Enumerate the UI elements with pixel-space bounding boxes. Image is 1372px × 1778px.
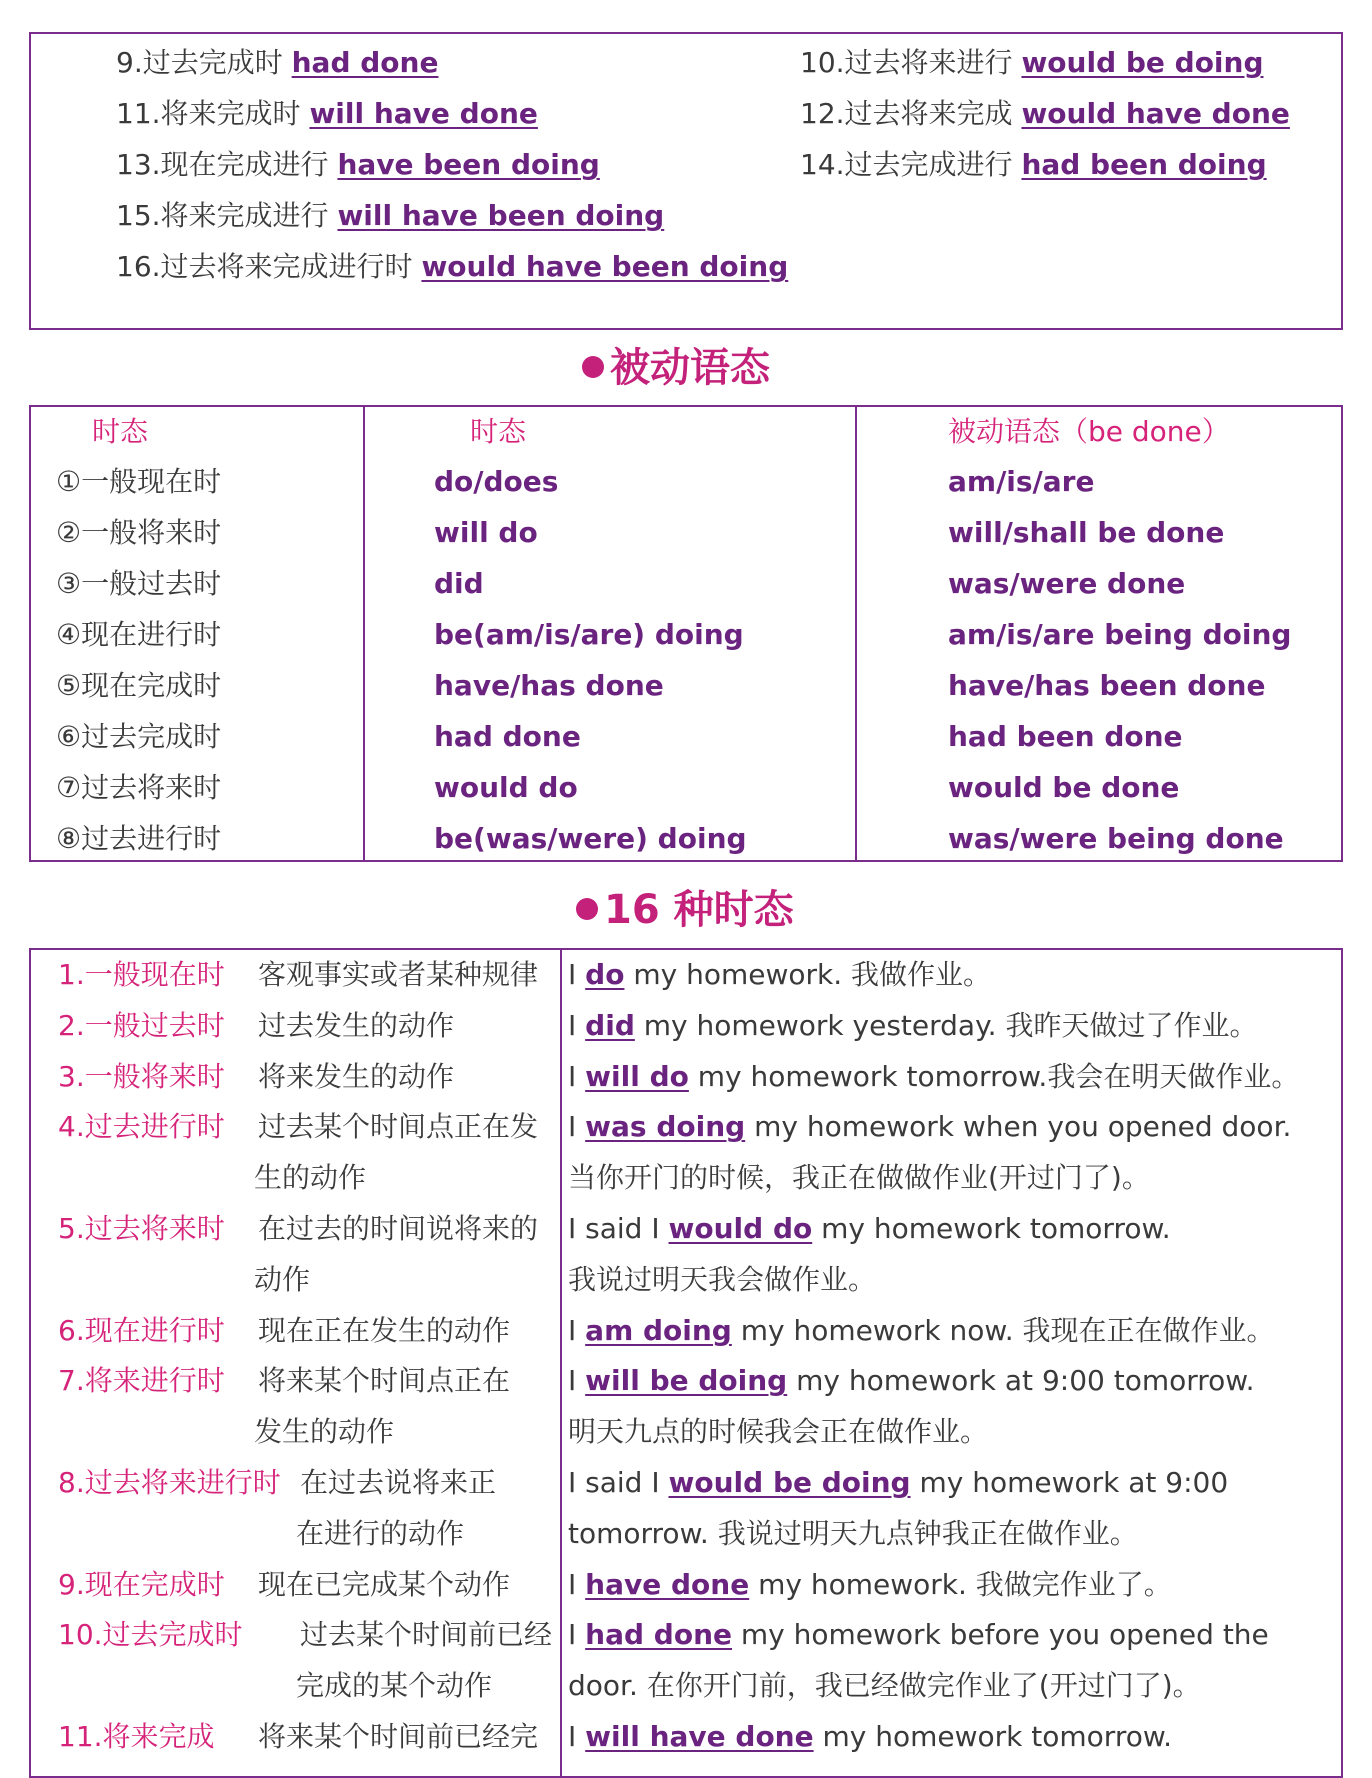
passive-form-cell: will/shall be done [948, 516, 1225, 549]
tense-description: 过去某个时间前已经 [300, 1618, 553, 1652]
active-form-cell: had done [434, 720, 581, 753]
example-sentence [568, 1617, 1269, 1653]
tense-label: 13.现在完成进行 [116, 148, 338, 181]
tense-name: 9.现在完成时 [58, 1567, 225, 1601]
example-text: I said I [568, 1466, 669, 1499]
tense-form: would be doing [1021, 46, 1264, 79]
example-text: I [568, 1059, 586, 1093]
passive-form-cell: had been done [948, 720, 1183, 753]
example-text: my homework. 我做作业。 [624, 958, 992, 991]
tense-description: 在进行的动作 [296, 1516, 465, 1550]
example-text: my homework tomorrow.我会在明天做作业。 [688, 1059, 1300, 1093]
example-verb-form: did [585, 1008, 635, 1042]
tense-description: 现在正在发生的动作 [258, 1313, 511, 1347]
tense-name-cell: ⑤现在完成时 [56, 669, 222, 702]
tense-list-item [800, 45, 1264, 81]
passive-form-cell: was/were done [948, 567, 1186, 600]
tense-form: had done [291, 46, 439, 79]
example-text: I [568, 1618, 586, 1652]
table-column-divider [560, 948, 562, 1778]
tense-name-cell: ③一般过去时 [56, 567, 222, 600]
example-text: my homework. 我做完作业了。 [749, 1567, 1172, 1601]
tense-name-cell: ⑦过去将来时 [56, 771, 222, 804]
example-text: I [568, 1567, 586, 1601]
example-verb-form: have done [585, 1567, 750, 1601]
tense-description: 生的动作 [254, 1161, 367, 1195]
tense-description: 现在已完成某个动作 [258, 1567, 511, 1601]
example-sentence [568, 1516, 1138, 1552]
header-tense: 时态 [92, 415, 149, 448]
tense-description: 过去发生的动作 [258, 1008, 455, 1042]
example-sentence [568, 1211, 1171, 1247]
active-form-cell: have/has done [434, 669, 664, 702]
example-sentence [568, 957, 991, 993]
example-text: I [568, 1110, 586, 1144]
tense-name: 8.过去将来进行时 [58, 1466, 281, 1499]
tense-name: 10.过去完成时 [58, 1618, 243, 1652]
example-sentence [568, 1160, 1150, 1196]
active-form-cell: would do [434, 771, 578, 804]
tense-form: would have done [1021, 97, 1290, 130]
example-text: my homework at 9:00 [910, 1466, 1229, 1499]
example-verb-form: had done [585, 1618, 732, 1652]
passive-voice-title: 被动语态 [582, 343, 770, 393]
example-text: I said I [568, 1212, 669, 1245]
example-sentence [568, 1262, 876, 1298]
example-text: I [568, 1008, 586, 1042]
example-sentence [568, 1414, 988, 1450]
passive-form-cell: was/were being done [948, 822, 1284, 855]
tense-form: have been doing [337, 148, 600, 181]
tense-form: had been doing [1021, 148, 1267, 181]
active-form-cell: be(am/is/are) doing [434, 618, 744, 651]
example-verb-form: was doing [585, 1110, 746, 1144]
tense-name: 11.将来完成 [58, 1720, 215, 1753]
bullet-dot-icon [576, 898, 598, 920]
tense-description: 将来某个时间点正在 [258, 1364, 511, 1398]
header-passive-form: 被动语态（be done） [948, 415, 1230, 448]
example-text: 当你开门的时候，我正在做做作业(开过门了)。 [568, 1161, 1150, 1195]
example-sentence [568, 1363, 1255, 1399]
tense-description: 客观事实或者某种规律 [258, 958, 539, 991]
tense-list-item [800, 96, 1290, 132]
tense-label: 14.过去完成进行 [800, 148, 1022, 181]
tense-list-item [800, 147, 1267, 183]
example-text: my homework at 9:00 tomorrow. [787, 1364, 1255, 1398]
tense-label: 9.过去完成时 [116, 46, 292, 79]
example-sentence [568, 1008, 1257, 1044]
example-sentence [568, 1465, 1228, 1501]
tense-form: would have been doing [421, 250, 789, 283]
tense-name-cell: ⑥过去完成时 [56, 720, 222, 753]
tense-label: 16.过去将来完成进行时 [116, 250, 422, 283]
tense-label: 10.过去将来进行 [800, 46, 1022, 79]
example-text: 明天九点的时候我会正在做作业。 [568, 1415, 989, 1449]
example-sentence [568, 1719, 1172, 1755]
tense-name: 4.过去进行时 [58, 1110, 225, 1144]
tense-form: will have done [309, 97, 538, 130]
example-text: tomorrow. 我说过明天九点钟我正在做作业。 [568, 1516, 1138, 1550]
tense-list-item [116, 45, 438, 81]
tense-name: 1.一般现在时 [58, 958, 225, 991]
tense-description: 在过去的时间说将来的 [258, 1212, 539, 1245]
example-sentence [568, 1668, 1201, 1704]
header-active-form: 时态 [470, 415, 527, 448]
tense-name: 6.现在进行时 [58, 1313, 225, 1347]
tense-list-item [116, 147, 600, 183]
example-text: my homework tomorrow. [813, 1720, 1173, 1753]
example-text: I [568, 1313, 586, 1347]
tense-name-cell: ⑧过去进行时 [56, 822, 222, 855]
example-verb-form: do [585, 958, 625, 991]
tense-description: 过去某个时间点正在发 [258, 1110, 539, 1144]
active-form-cell: do/does [434, 465, 559, 498]
tense-form: will have been doing [337, 199, 665, 232]
example-text: my homework now. 我现在正在做作业。 [731, 1313, 1275, 1347]
example-text: I [568, 1720, 586, 1753]
bullet-dot-icon [582, 356, 604, 378]
tense-label: 15.将来完成进行 [116, 199, 338, 232]
tense-name: 3.一般将来时 [58, 1059, 225, 1093]
active-form-cell: be(was/were) doing [434, 822, 747, 855]
tense-name-cell: ④现在进行时 [56, 618, 222, 651]
example-sentence [568, 1313, 1275, 1349]
example-text: I [568, 1364, 586, 1398]
table-column-divider [363, 405, 365, 862]
tense-description: 将来某个时间前已经完 [258, 1720, 539, 1753]
tense-list-item [116, 96, 538, 132]
example-text: my homework yesterday. 我昨天做过了作业。 [634, 1008, 1258, 1042]
tense-name: 2.一般过去时 [58, 1008, 225, 1042]
tense-description: 发生的动作 [254, 1415, 395, 1449]
example-verb-form: would do [668, 1212, 813, 1245]
example-text: door. 在你开门前，我已经做完作业了(开过门了)。 [568, 1669, 1201, 1703]
tense-description: 在过去说将来正 [300, 1466, 497, 1499]
tense-description: 将来发生的动作 [258, 1059, 455, 1093]
example-verb-form: will be doing [585, 1364, 788, 1398]
example-verb-form: am doing [585, 1313, 732, 1347]
passive-form-cell: would be done [948, 771, 1180, 804]
tense-description: 动作 [254, 1262, 311, 1296]
example-text: 我说过明天我会做作业。 [568, 1262, 877, 1296]
example-sentence [568, 1109, 1291, 1145]
passive-form-cell: have/has been done [948, 669, 1266, 702]
tense-name-cell: ②一般将来时 [56, 516, 222, 549]
tense-list-item [116, 198, 664, 234]
tense-name-cell: ①一般现在时 [56, 465, 222, 498]
passive-form-cell: am/is/are [948, 465, 1095, 498]
sixteen-tenses-title: 16 种时态 [576, 885, 794, 935]
tense-description: 完成的某个动作 [296, 1669, 493, 1703]
active-form-cell: did [434, 567, 484, 600]
example-text: my homework before you opened the [732, 1618, 1269, 1652]
tense-name: 5.过去将来时 [58, 1212, 225, 1245]
tense-name: 7.将来进行时 [58, 1364, 225, 1398]
active-form-cell: will do [434, 516, 538, 549]
example-sentence [568, 1059, 1299, 1095]
example-text: I [568, 958, 586, 991]
table-column-divider [855, 405, 857, 862]
example-sentence [568, 1567, 1172, 1603]
example-text: my homework tomorrow. [812, 1212, 1171, 1245]
example-text: my homework when you opened door. [745, 1110, 1292, 1144]
example-verb-form: will have done [585, 1720, 814, 1753]
tense-list-item [116, 249, 788, 285]
example-verb-form: would be doing [668, 1466, 911, 1499]
passive-form-cell: am/is/are being doing [948, 618, 1292, 651]
example-verb-form: will do [585, 1059, 689, 1093]
tense-label: 12.过去将来完成 [800, 97, 1022, 130]
tense-label: 11.将来完成时 [116, 97, 310, 130]
